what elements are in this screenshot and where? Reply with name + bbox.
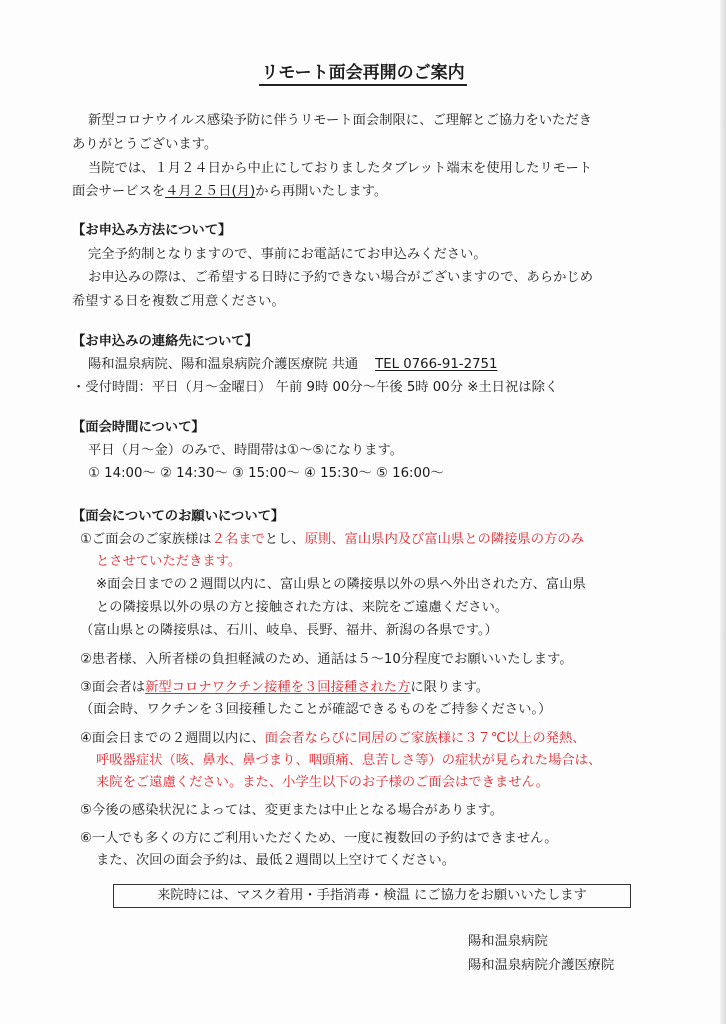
- request-1-line-5: （富山県との隣接県は、石川、岐阜、長野、福井、新潟の各県です。）: [80, 623, 498, 638]
- apply-line-1: 完全予約制となりますので、事前にお電話にてお申込みください。: [88, 247, 487, 262]
- notice-box: 来院時には、マスク着用・手指消毒・検温 にご協力をお願いいたします: [113, 884, 631, 908]
- request-1-line-4: との隣接県以外の県の方と接触された方は、来院をご遠慮ください。: [96, 600, 509, 615]
- signature-line-2: 陽和温泉病院介護医療院: [468, 958, 615, 973]
- contact-tel: TEL 0766-91-2751: [375, 357, 498, 372]
- times-line-1: 平日（月～金）のみで、時間帯は①～⑤になります。: [88, 443, 404, 458]
- request-3-line-2: （面会時、ワクチンを３回接種したことが確認できるものをご持参ください。）: [80, 702, 552, 717]
- request-1-line-1: ①ご面会のご家族様は２名までとし、原則、富山県内及び富山県との隣接県の方のみ: [80, 532, 584, 547]
- intro-line-1: 新型コロナウイルス感染予防に伴うリモート面会制限に、ご理解とご協力をいただき: [88, 113, 592, 128]
- requests-heading: 【面会についてのお願いについて】: [72, 509, 285, 524]
- page-edge: [720, 0, 726, 1024]
- apply-line-2: お申込みの際は、ご希望する日時に予約できない場合がございますので、あらかじめ: [88, 270, 594, 285]
- request-3-line-1: ③面会者は新型コロナワクチン接種を３回接種された方に限ります。: [80, 680, 490, 695]
- contact-heading: 【お申込みの連絡先について】: [72, 334, 258, 349]
- page-title: リモート面会再開のご案内: [0, 58, 726, 83]
- request-6-line-1: ⑥一人でも多くの方にご利用いただくため、一度に複数回の予約はできません。: [80, 831, 558, 846]
- request-5: ⑤今後の感染状況によっては、変更または中止となる場合があります。: [80, 803, 504, 818]
- times-heading: 【面会時間について】: [72, 420, 205, 435]
- apply-line-3: 希望する日を複数ご用意ください。: [72, 294, 285, 309]
- times-slots: ① 14:00～ ② 14:30～ ③ 15:00～ ④ 15:30～ ⑤ 16:00～: [88, 466, 444, 481]
- resume-date: ４月２５日(月): [165, 184, 256, 199]
- intro-line-2: ありがとうございます。: [72, 137, 218, 152]
- contact-hours: ・受付時間：平日（月～金曜日） 午前 9時 00分～午後 5時 00分 ※土日祝は除く: [72, 380, 559, 395]
- contact-hospitals: 陽和温泉病院、陽和温泉病院介護医療院 共通 TEL 0766-91-2751: [88, 357, 498, 372]
- signature-line-1: 陽和温泉病院: [468, 934, 548, 949]
- intro-line-4: 面会サービスを４月２５日(月)から再開いたします。: [72, 184, 388, 199]
- apply-heading: 【お申込み方法について】: [72, 223, 232, 238]
- request-6-line-2: また、次回の面会予約は、最低２週間以上空けてください。: [96, 853, 456, 868]
- request-1-line-3: ※面会日までの２週間以内に、富山県との隣接県以外の県へ外出された方、富山県: [96, 577, 586, 592]
- request-4-line-1: ④面会日までの２週間以内に、面会者ならびに同居のご家族様に３７℃以上の発熱、: [80, 731, 586, 746]
- request-1-line-2: とさせていただきます。: [96, 554, 242, 569]
- request-2: ②患者様、入所者様の負担軽減のため、通話は５～10分程度でお願いいたします。: [80, 652, 573, 667]
- request-4-line-2: 呼吸器症状（咳、鼻水、鼻づまり、咽頭痛、息苦しさ等）の症状が見られた場合は、: [96, 753, 602, 768]
- intro-line-3: 当院では、１月２４日から中止にしておりましたタブレット端末を使用したリモート: [88, 161, 593, 176]
- request-4-line-3: 来院をご遠慮ください。また、小学生以下のお子様のご面会はできません。: [96, 775, 549, 790]
